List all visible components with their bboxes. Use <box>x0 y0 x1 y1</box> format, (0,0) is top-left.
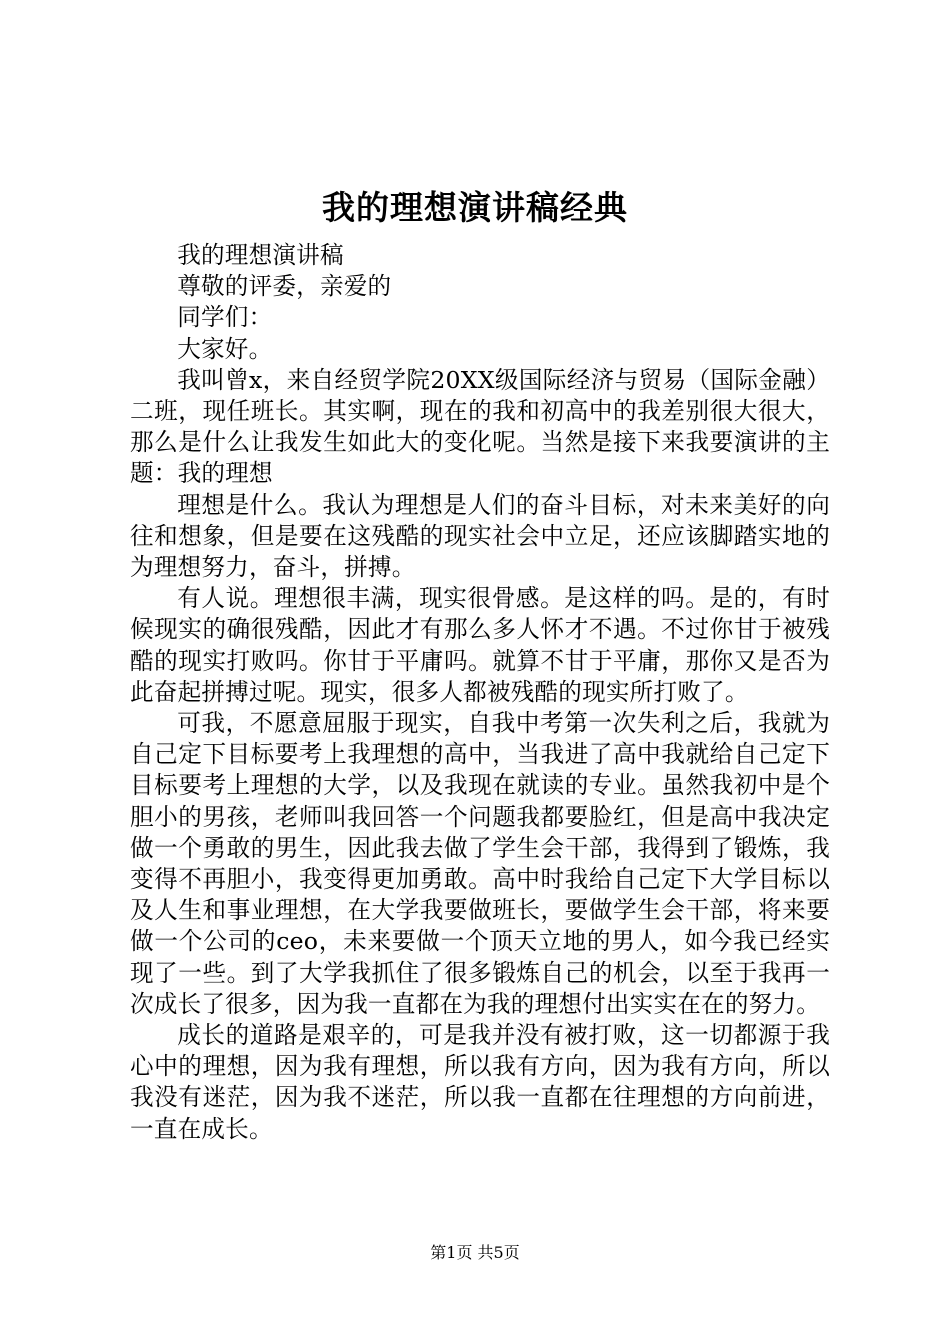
paragraph-salutation: 尊敬的评委，亲爱的 <box>177 272 392 301</box>
paragraph-reality: 有人说。理想很丰满，现实很骨感。是这样的吗。是的，有时候现实的确很残酷，因此才有那么多人怀才不遇。不过你甘于被残酷的现实打败吗。你甘于平庸吗。就算不甘于平庸，那你又是否为此奋起拼搏过呢。现实，很多人都被残酷的现实所打败了。 <box>130 584 830 706</box>
document-title: 我的理想演讲稿经典 <box>322 188 628 227</box>
paragraph-personal-story: 可我，不愿意屈服于现实，自我中考第一次失利之后，我就为自己定下目标要考上我理想的高中，当我进了高中我就给自己定下目标要考上理想的大学，以及我现在就读的专业。虽然我初中是个胆小的男孩，老师叫我回答一个问题我都要脸红，但是高中我决定做一个勇敢的男生，因此我去做了学生会干部，我得到了锻炼，我变得不再胆小，我变得更加勇敢。高中时我给自己定下大学目标以及人生和事业理想，在大学我要做班长，要做学生会干部，将来要做一个公司的ceo，未来要做一个顶天立地的男人，如今我已经实现了一些。到了大学我抓住了很多锻炼自己的机会，以至于我再一次成长了很多，因为我一直都在为我的理想付出实实在在的努力。 <box>130 709 830 1018</box>
page-footer: 第1页 共5页 <box>430 1243 520 1262</box>
paragraph-greeting: 大家好。 <box>177 334 273 363</box>
paragraph-salutation-cont: 同学们： <box>177 303 273 332</box>
paragraph-heading: 我的理想演讲稿 <box>177 241 344 269</box>
document-body <box>130 240 830 1145</box>
paragraph-intro: 我叫曾x，来自经贸学院20XX级国际经济与贸易（国际金融）二班，现任班长。其实啊，现在的我和初高中的我差别很大很大，那么是什么让我发生如此大的变化呢。当然是接下来我要演讲的主题：我的理想 <box>130 365 830 488</box>
paragraph-growth: 成长的道路是艰辛的，可是我并没有被打败，这一切都源于我心中的理想，因为我有理想，所以我有方向，因为我有方向，所以我没有迷茫，因为我不迷茫，所以我一直都在往理想的方向前进，一直在成长。 <box>130 1021 830 1143</box>
paragraph-what-is-ideal: 理想是什么。我认为理想是人们的奋斗目标，对未来美好的向往和想象，但是要在这残酷的现实社会中立足，还应该脚踏实地的为理想努力，奋斗，拼搏。 <box>130 490 830 582</box>
